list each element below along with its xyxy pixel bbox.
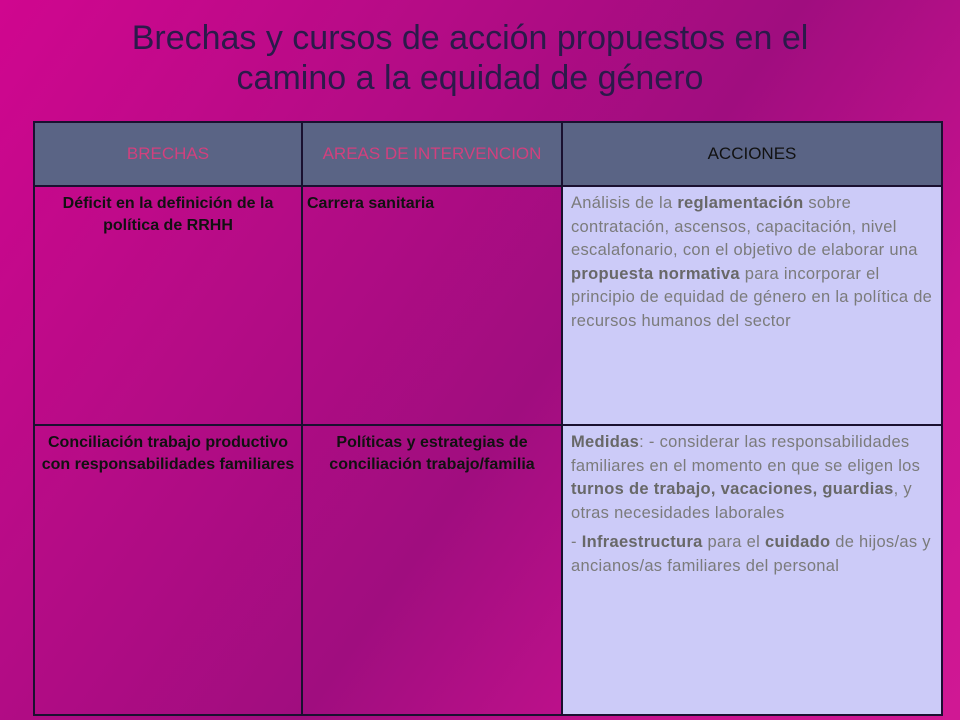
accion-text: para el	[702, 533, 765, 551]
accion-text: para incorporar el principio de equidad de género en la política de recursos humanos del sector	[571, 264, 933, 330]
table-row	[34, 186, 942, 425]
table-row	[34, 425, 942, 715]
brecha-cell: Déficit en la definición de la política de RRHH	[34, 186, 302, 425]
gaps-actions-table	[33, 121, 943, 716]
brecha-cell: Conciliación trabajo productivo con responsabilidades familiares	[34, 425, 302, 715]
accion-bold: Infraestructura	[581, 533, 703, 551]
accion-text: , y otras necesidades laborales	[571, 480, 912, 522]
accion-text: de hijos/as y ancianos/as familiares del personal	[571, 533, 931, 575]
accion-paragraph	[571, 531, 933, 578]
page-title	[0, 18, 940, 98]
accion-text: sobre contratación, ascensos, capacitación, nivel escalafonario, con el objetivo de elaborar una	[571, 194, 918, 259]
accion-paragraph	[571, 431, 933, 525]
header-acciones: ACCIONES	[562, 122, 942, 186]
accion-bold: turnos de trabajo, vacaciones, guardias	[571, 480, 894, 498]
accion-bold: cuidado	[764, 533, 831, 551]
accion-text: Análisis de la	[571, 194, 678, 212]
title-line-1: Brechas y cursos de acción propuestos en el	[131, 19, 809, 57]
accion-bold: reglamentación	[677, 194, 804, 212]
accion-bold: propuesta normativa	[571, 264, 740, 283]
title-line-2: camino a la equidad de género	[236, 59, 704, 97]
accion-text: : - considerar las responsabilidades familiares en el momento en que se eligen los	[571, 433, 921, 475]
area-cell: Carrera sanitaria	[302, 186, 562, 425]
accion-cell	[562, 425, 942, 715]
accion-text: -	[571, 533, 582, 551]
accion-cell	[562, 186, 942, 425]
header-brechas: BRECHAS	[34, 122, 302, 186]
header-areas: AREAS DE INTERVENCION	[302, 122, 562, 186]
table-header-row	[34, 122, 942, 186]
accion-bold: Medidas	[571, 433, 640, 451]
area-cell: Políticas y estrategias de conciliación trabajo/familia	[302, 425, 562, 715]
